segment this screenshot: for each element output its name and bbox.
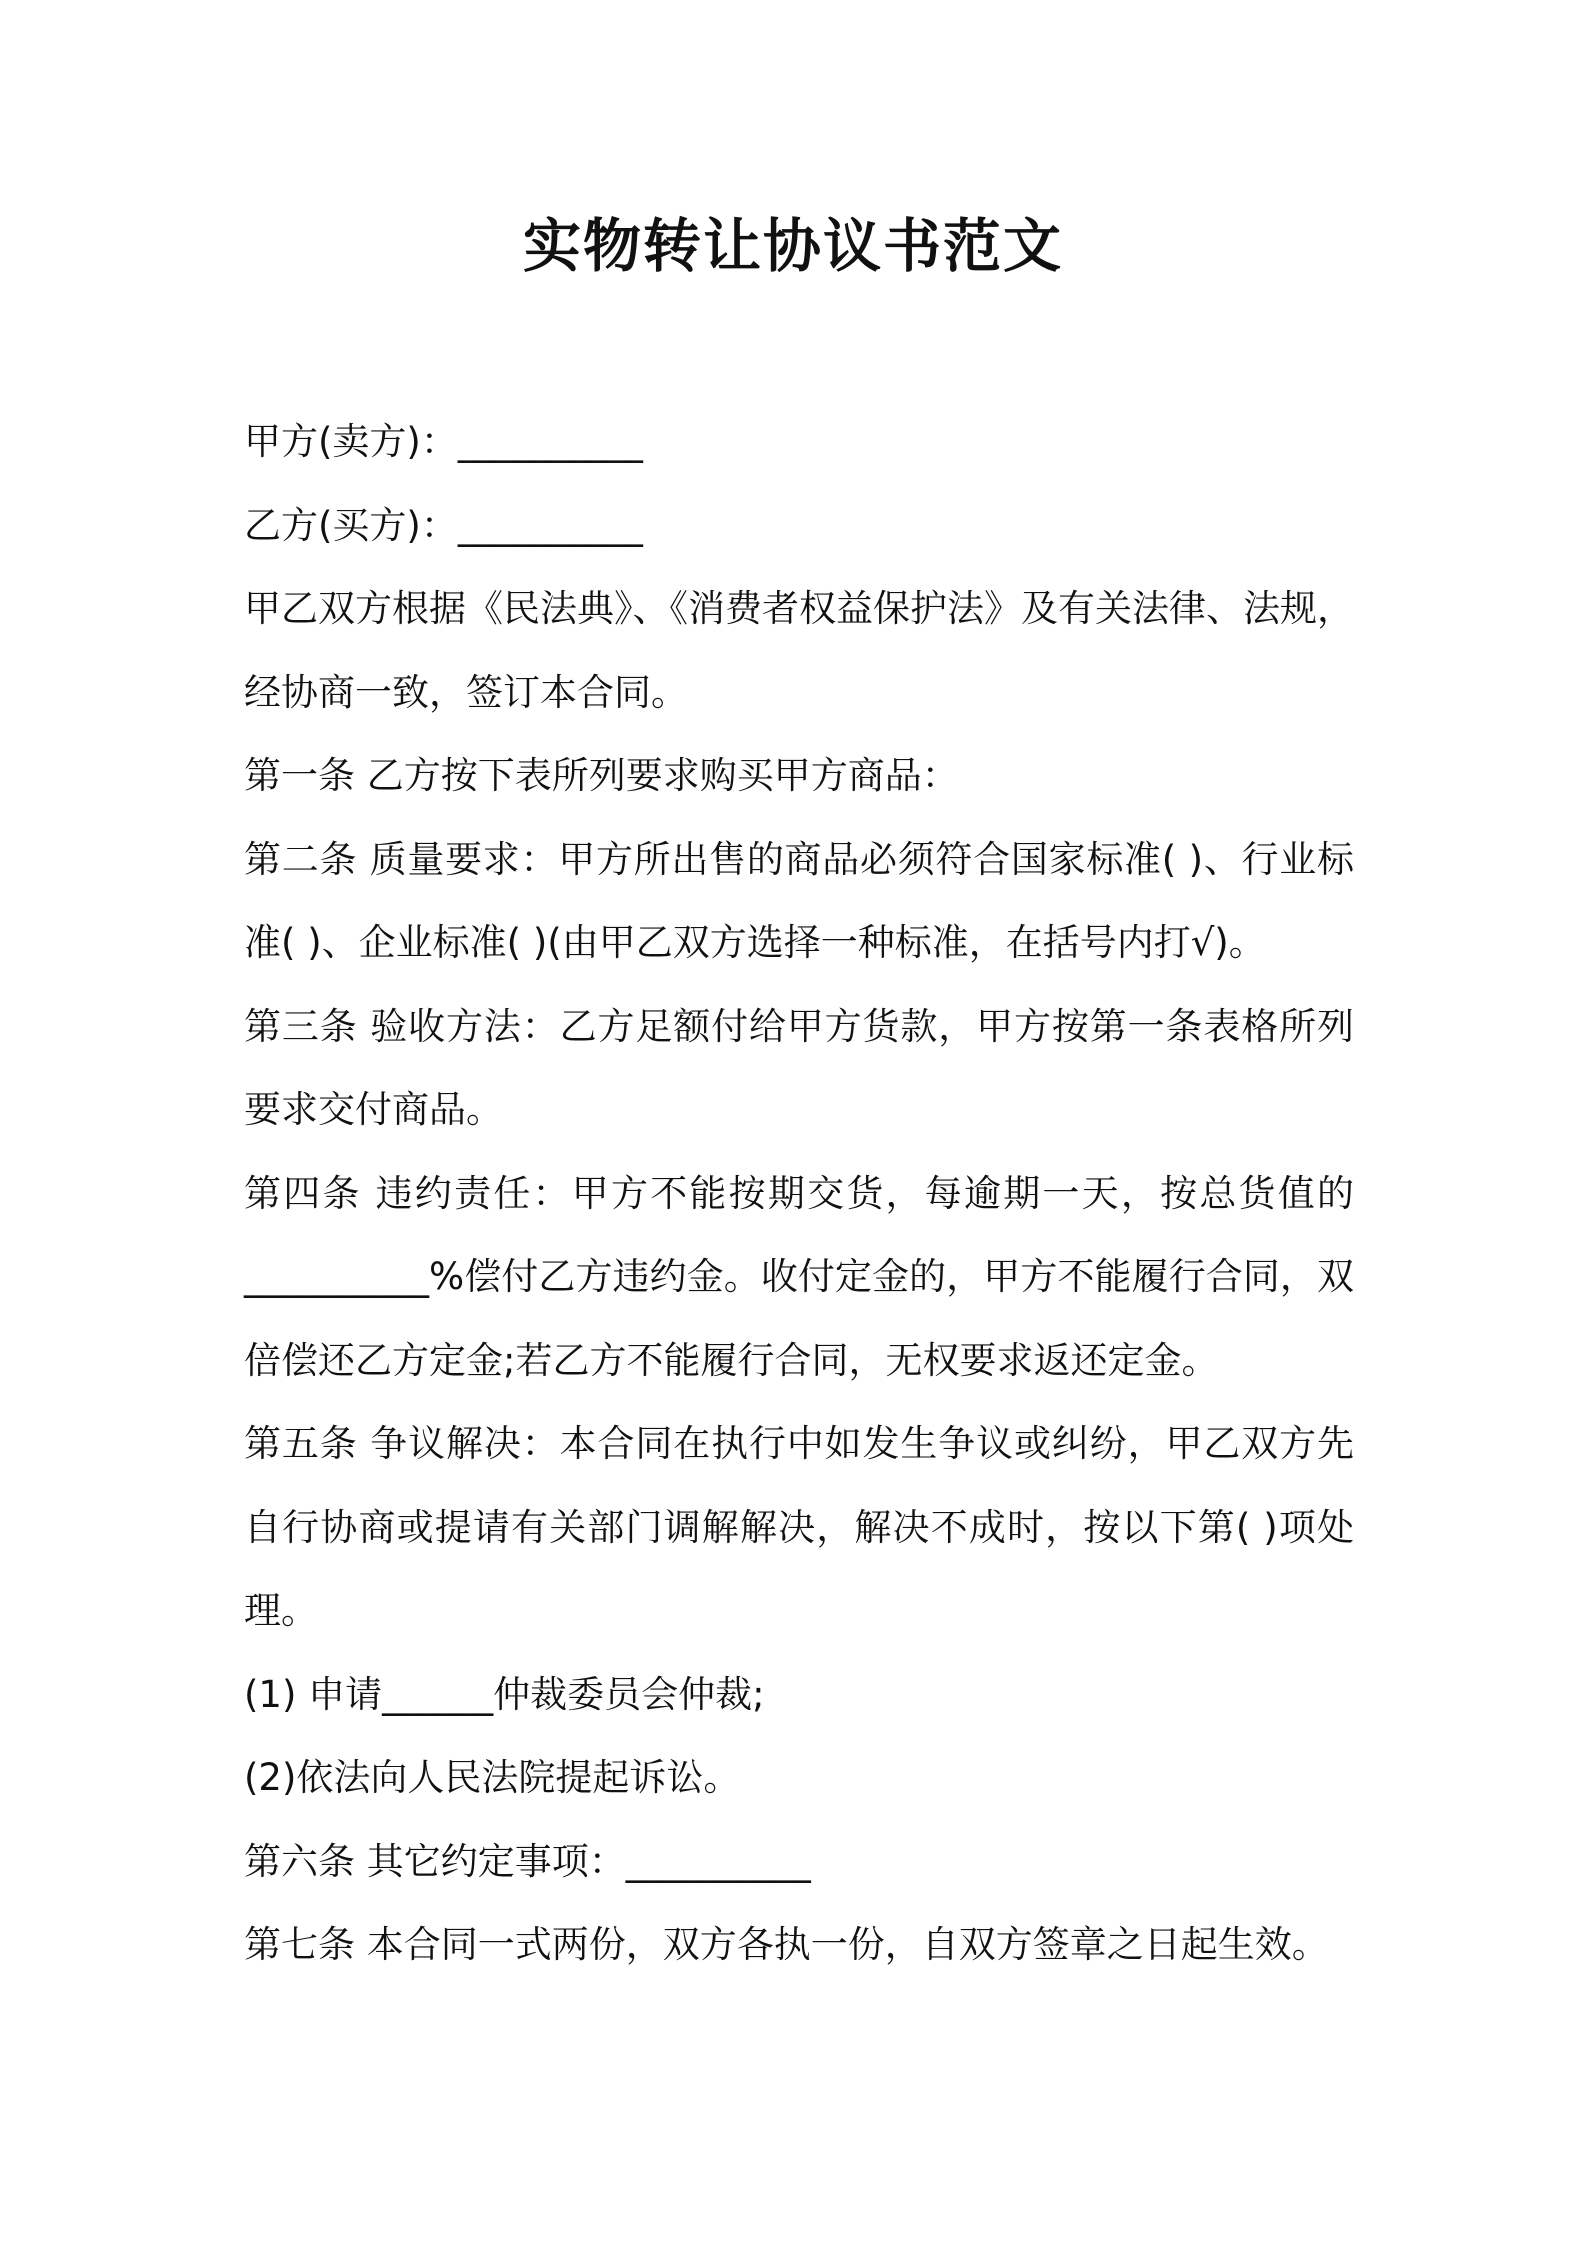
article-5-option-2: (2)依法向人民法院提起诉讼。 <box>244 1756 741 1799</box>
preamble-paragraph: 甲乙双方根据《民法典》、《消费者权益保护法》及有关法律、法规，经协商一致，签订本合同。 <box>244 587 1354 714</box>
article-3-paragraph: 第三条 验收方法：乙方足额付给甲方货款，甲方按第一条表格所列要求交付商品。 <box>244 1004 1354 1131</box>
article-1-paragraph: 第一条 乙方按下表所列要求购买甲方商品： <box>244 754 959 797</box>
article-5-paragraph: 第五条 争议解决：本合同在执行中如发生争议或纠纷，甲乙双方先自行协商或提请有关部门调解解决，解决不成时，按以下第( )项处理。 <box>244 1422 1354 1632</box>
party-a-line: 甲方(卖方)：__________ <box>244 420 643 463</box>
article-7-paragraph: 第七条 本合同一式两份，双方各执一份，自双方签章之日起生效。 <box>244 1923 1329 1966</box>
party-b-line: 乙方(买方)：__________ <box>244 503 643 547</box>
document-title: 实物转让协议书范文 <box>522 212 1063 280</box>
document-body <box>244 400 1354 1987</box>
article-5-option-1: (1) 申请______仲裁委员会仲裁; <box>244 1672 765 1716</box>
article-4-paragraph: 第四条 违约责任：甲方不能按期交货，每逾期一天，按总货值的__________%偿付乙方违约金。收付定金的，甲方不能履行合同，双倍偿还乙方定金;若乙方不能履行合同，无权要求返还定金。 <box>244 1171 1354 1382</box>
article-6-paragraph: 第六条 其它约定事项：__________ <box>244 1839 811 1883</box>
article-2-paragraph: 第二条 质量要求：甲方所出售的商品必须符合国家标准( )、行业标准( )、企业标准( )(由甲乙双方选择一种标准，在括号内打√)。 <box>244 837 1354 964</box>
